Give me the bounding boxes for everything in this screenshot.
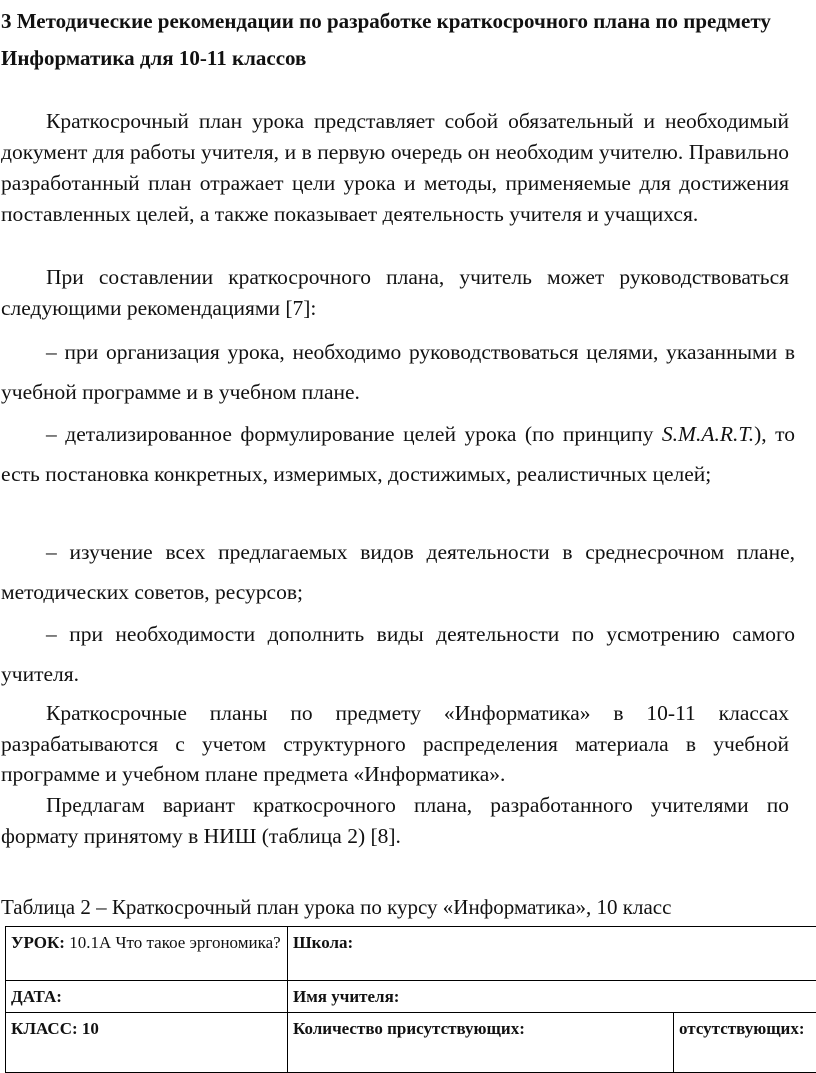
teacher-cell <box>288 981 816 1013</box>
lesson-value: 10.1А Что такое эргономика? <box>69 933 280 952</box>
date-label: ДАТА: <box>11 987 62 1006</box>
class-cell <box>6 1013 288 1073</box>
school-label: Школа: <box>293 933 353 952</box>
paragraph-recommendations-intro: При составлении краткосрочного плана, учитель может руководствоваться следующими рекомендациями [7]: <box>1 262 789 324</box>
dash-marker: – <box>46 540 57 564</box>
table-row <box>6 1013 816 1073</box>
absent-label: отсутствующих: <box>679 1019 805 1038</box>
smart-term: S.M.A.R.T. <box>662 422 754 446</box>
paragraph-intro: Краткосрочный план урока представляет собой обязательный и необходимый документ для работы учителя, и в первую очередь он необходим учителю. Правильно разработанный план отражает цели урока и методы, применяемые для достижения поставленных целей, а также показывает деятельность учителя и учащихся. <box>1 106 789 230</box>
teacher-label: Имя учителя: <box>293 987 399 1006</box>
dash-marker: – <box>46 622 57 646</box>
school-cell <box>288 927 816 981</box>
list-item-text: изучение всех предлагаемых видов деятельности в среднесрочном плане, методических советов, ресурсов; <box>1 540 795 604</box>
list-item <box>1 414 795 494</box>
present-cell <box>288 1013 674 1073</box>
section-heading: 3 Методические рекомендации по разработке краткосрочного плана по предмету Информатика для 10-11 классов <box>1 3 801 77</box>
paragraph-proposal: Предлагам вариант краткосрочного плана, разработанного учителями по формату принятому в НИШ (таблица 2) [8]. <box>1 790 789 851</box>
list-item-text: детализированное формулирование целей урока (по принципу <box>65 422 653 446</box>
table-row <box>6 927 816 981</box>
list-item <box>1 614 795 694</box>
lesson-plan-table <box>5 926 816 1073</box>
list-item-text: ), то есть постановка конкретных, измеримых, достижимых, реалистичных целей; <box>1 422 795 486</box>
table-caption: Таблица 2 – Краткосрочный план урока по курсу «Информатика», 10 класс <box>1 893 801 921</box>
table-row <box>6 981 816 1013</box>
lesson-label: УРОК: <box>11 933 65 952</box>
date-cell <box>6 981 288 1013</box>
paragraph-plans-structure: Краткосрочные планы по предмету «Информатика» в 10-11 классах разрабатываются с учетом структурного распределения материала в учебной программе и учебном плане предмета «Информатика». <box>1 698 789 790</box>
list-item <box>1 332 795 412</box>
list-item-text: при организация урока, необходимо руководствоваться целями, указанными в учебной программе и в учебном плане. <box>1 340 795 404</box>
list-item <box>1 532 795 612</box>
lesson-cell <box>6 927 288 981</box>
list-item-text: при необходимости дополнить виды деятельности по усмотрению самого учителя. <box>1 622 795 686</box>
dash-marker: – <box>46 340 57 364</box>
absent-cell <box>674 1013 816 1073</box>
present-label: Количество присутствующих: <box>293 1019 525 1038</box>
class-label: КЛАСС: 10 <box>11 1019 99 1038</box>
dash-marker: – <box>46 422 57 446</box>
